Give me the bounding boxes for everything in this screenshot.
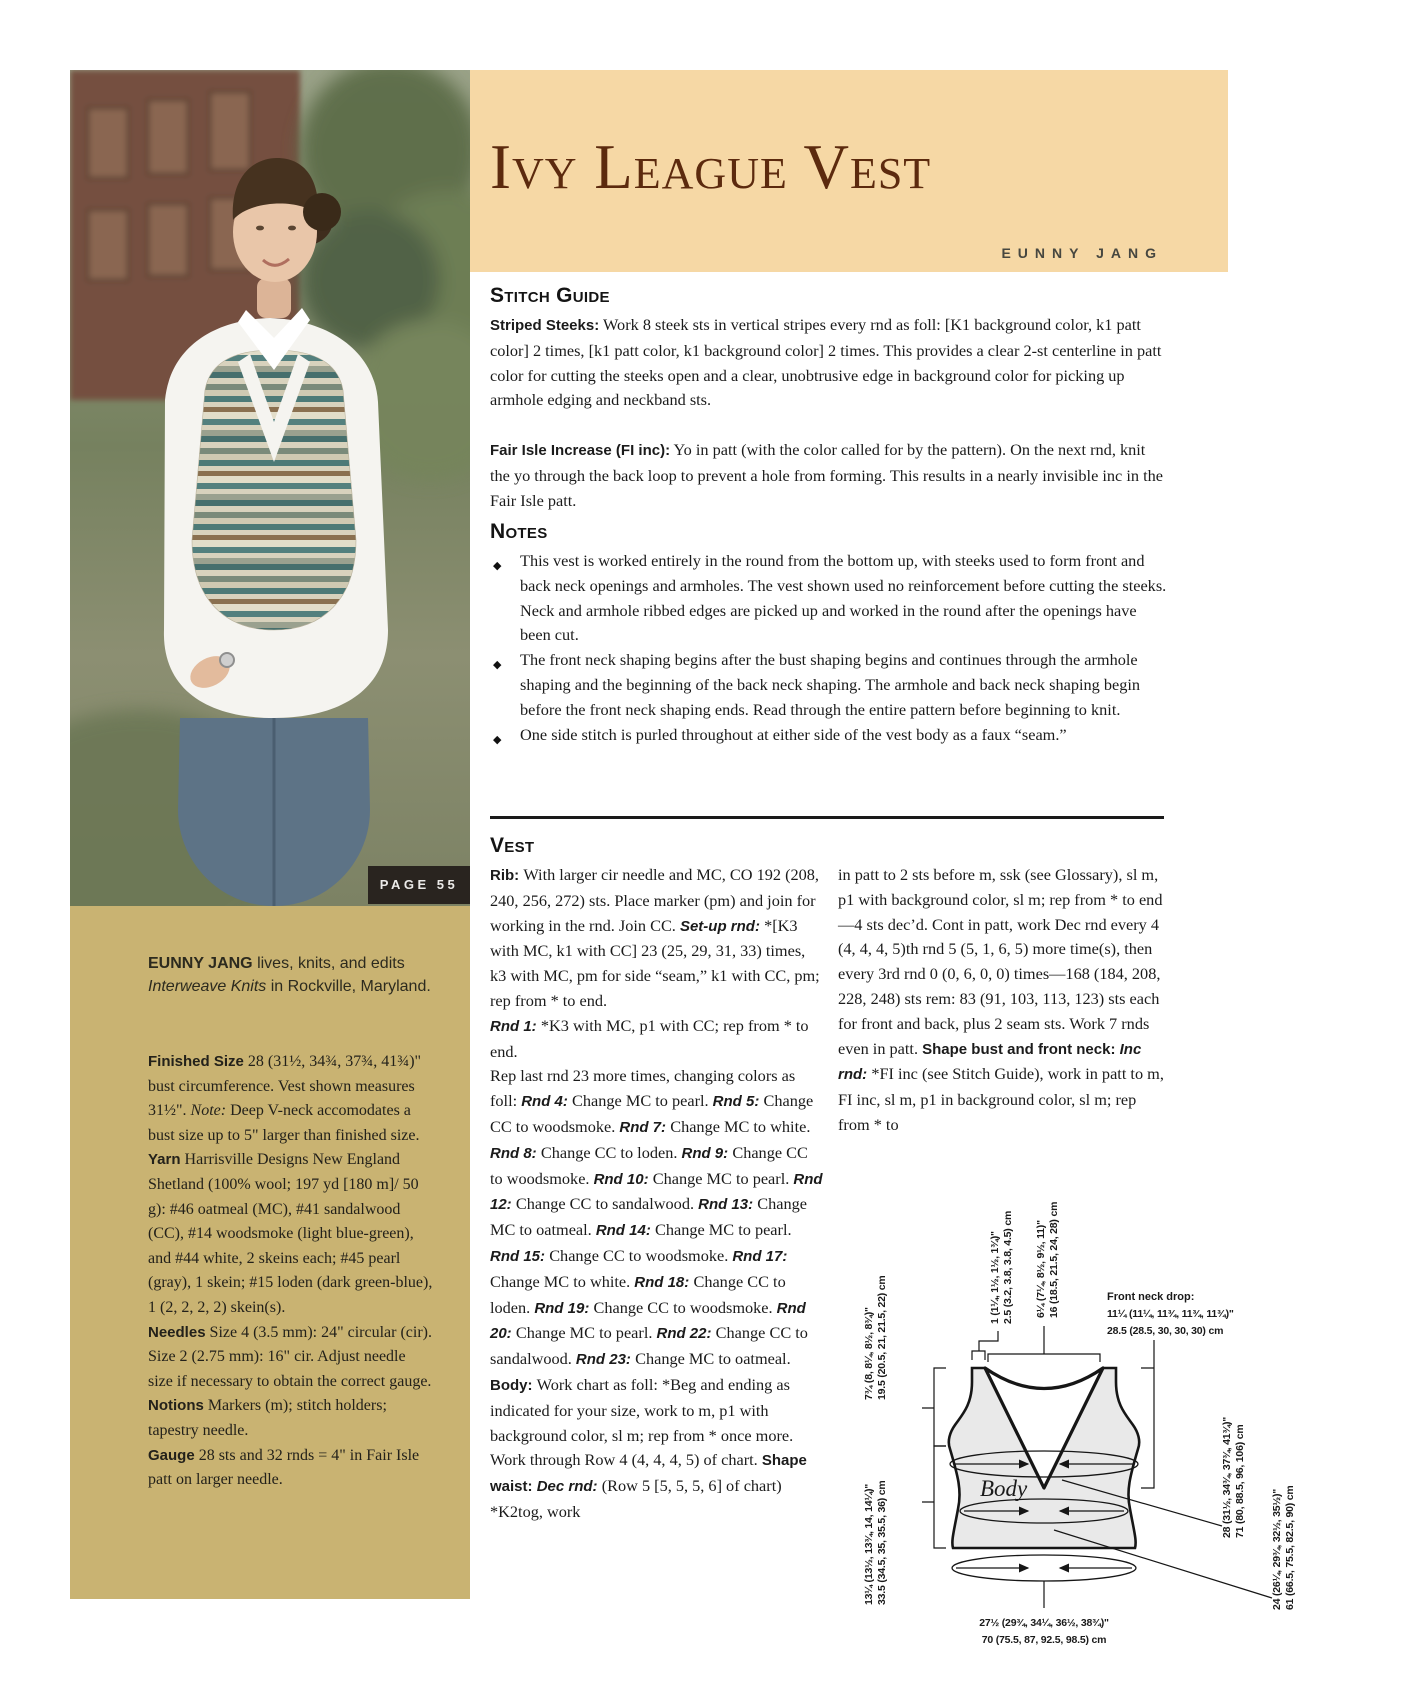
svg-text:13¼ (13½, 13¾, 14, 14¼)"33.5 (: 13¼ (13½, 13¾, 14, 14¼)"33.5 (34.5, 35, 35.5, 36) cm (863, 1480, 888, 1605)
front-neck-bracket (1141, 1340, 1154, 1488)
svg-text:28.5 (28.5, 30, 30, 30) cm: 28.5 (28.5, 30, 30, 30) cm (1107, 1325, 1224, 1337)
spec-label: Needles (148, 1323, 206, 1341)
length-dimension (863, 1480, 888, 1605)
section-divider (490, 816, 1164, 819)
pattern-paragraph: Rnd 1: *K3 with MC, p1 with CC; rep from * to end. (490, 1015, 809, 1061)
page-badge: PAGE 55 (368, 866, 470, 904)
pattern-paragraph: Rep last rnd 23 more times, changing colors as foll: Rnd 4: Change MC to pearl. Rnd 5: Change CC to woodsmoke. Rnd 7: Change MC to white. Rnd 8: Change CC to loden. Rnd 9: Change CC to woodsmoke. Rnd 10: Change MC to pearl. Rnd 12: Change CC to sandalwood. Rnd 13: Change MC to oatmeal. Rnd 14: Change MC to pearl. Rnd 15: Change CC to woodsmoke. Rnd 17: Change MC to white. Rnd 18: Change CC to loden. Rnd 19: Change CC to woodsmoke. Rnd 20: Change MC to pearl. Rnd 22: Change CC to sandalwood. Rnd 23: Change MC to oatmeal. Body: Work chart as foll: *Beg and ending as indicated for your size, work to m, p1 with background color, sl m; rep from * once more. Work through Row 4 (4, 4, 4, 5) of chart. Shape waist: Dec rnd: (Row 5 [5, 5, 5, 6] of chart) *K2tog, work (490, 1066, 823, 1522)
note-text: The front neck shaping begins after the bust shaping begins and continues through the armhole shaping and the beginning of the back neck shaping. The armhole and back neck shaping begin before the front neck shaping ends. Read through the entire pattern before beginning to knit. (520, 650, 1141, 719)
armhole-bracket (922, 1368, 946, 1446)
spec-label: Yarn (148, 1151, 181, 1169)
author-bio: EUNNY JANG lives, knits, and edits Interweave Knits in Rockville, Maryland. (148, 955, 431, 995)
body-label: Body (980, 1476, 1028, 1501)
hem-measure-ellipse (952, 1555, 1136, 1581)
stitch-guide-heading: Stitch Guide (490, 284, 610, 307)
svg-text:Front neck drop:: Front neck drop: (1107, 1291, 1195, 1303)
shoulder-bracket (972, 1331, 998, 1360)
title-banner (470, 70, 1228, 272)
note-item (490, 549, 1170, 648)
svg-text:7¾ (8, 8¼, 8½, 8¾)"19.5 (20.5,: 7¾ (8, 8¼, 8½, 8¾)"19.5 (20.5, 21, 21.5, 22) cm (863, 1275, 888, 1400)
fair-isle-vest (192, 350, 356, 630)
svg-text:27½ (29¾, 34¼, 36½, 38¾)": 27½ (29¾, 34¼, 36½, 38¾)" (979, 1617, 1109, 1629)
pattern-paragraph: in patt to 2 sts before m, ssk (see Glossary), sl m, p1 with background color, sl m; rep from * to end—4 sts dec’d. Cont in patt, work Dec rnd every 4 (4, 4, 4, 5)th rnd 5 (5, 1, 6, 5) more time(s), then every 3rd rnd 0 (0, 6, 0, 0) times—168 (184, 208, 228, 248) sts rem: 83 (91, 103, 113, 123) sts each for front and back, plus 2 seam sts. Work 7 rnds even in patt. Shape bust and front neck: Inc rnd: *FI inc (see Stitch Guide), work in patt to m, FI inc, sl m, p1 in background color, sl m; rep from * to (838, 865, 1164, 1134)
shoulder-dimension (989, 1211, 1014, 1324)
notes-heading: Notes (490, 520, 548, 543)
svg-text:70 (75.5, 87, 92.5, 98.5) cm: 70 (75.5, 87, 92.5, 98.5) cm (981, 1634, 1107, 1646)
page-title: Ivy League Vest (490, 132, 932, 202)
pattern-paragraph: Rib: With larger cir needle and MC, CO 192 (208, 240, 256, 272) sts. Place marker (pm) and join for working in the rnd. Join CC. Set-up rnd: *[K3 with MC, k1 with CC] 23 (25, 29, 31, 33) times, k3 with MC, pm for side “seam,” k1 with CC, pm; rep from * to end. (490, 865, 820, 1011)
svg-text:24 (26¼, 29¾, 32½, 35½)"61 (66: 24 (26¼, 29¾, 32½, 35½)"61 (66.5, 75.5, 82.5, 90) cm (1271, 1485, 1296, 1610)
spec-text: Markers (m); stitch holders; tapestry needle. (148, 1397, 387, 1439)
diamond-bullet-icon: ◆ (493, 560, 502, 573)
spec-text: Size 4 (3.5 mm): 24" circular (cir). Size 2 (2.75 mm): 16" cir. Adjust needle size if necessary to obtain the correct gauge. (148, 1323, 432, 1390)
spec-label: Gauge (148, 1446, 195, 1464)
spec-notions (148, 1394, 434, 1443)
entry-label: Striped Steeks: (490, 317, 600, 335)
svg-text:11¼ (11¼, 11¾, 11¾, 11¾)": 11¼ (11¼, 11¾, 11¾, 11¾)" (1107, 1308, 1234, 1320)
entry-text: Yo in patt (with the color called for by the pattern). On the next rnd, knit the yo through the back loop to prevent a hole from forming. This results in a nearly invisible inc in the Fair Isle patt. (490, 440, 1163, 510)
spec-finished-size (148, 1050, 434, 1148)
right-eye (288, 226, 296, 231)
vest-instructions-column-2 (838, 834, 1170, 1138)
spec-yarn (148, 1148, 434, 1320)
vest-heading: Vest (490, 834, 535, 857)
front-neck-drop-dimension (1107, 1291, 1234, 1337)
neck (257, 278, 291, 318)
hair-bun (303, 193, 341, 231)
left-eye (256, 226, 264, 231)
byline: EUNNY JANG (1001, 245, 1163, 261)
stitch-guide-entry (490, 313, 1166, 413)
stitch-guide-entry (490, 438, 1166, 513)
note-text: This vest is worked entirely in the round from the bottom up, with steeks used to form front and back neck openings and armholes. The vest shown used no reinforcement before cutting the steeks. Neck and armhole ribbed edges are picked up and worked in the round after the openings have been cut. (520, 551, 1167, 645)
model-photo-illustration (70, 70, 470, 906)
entry-text: Work 8 steek sts in vertical stripes every rnd as foll: [K1 background color, k1 patt color] 2 times, [k1 patt color, k1 background color] 2 times. This provides a clear 2-st centerline in patt color for cutting the steeks open and a clear, unobtrusive edge in background color for picking up armhole edging and neckband sts. (490, 315, 1162, 410)
back-neck-bracket (988, 1326, 1100, 1362)
stitch-guide-section (490, 284, 1166, 514)
armhole-dimension (863, 1275, 888, 1400)
svg-text:6¼ (7¼, 8½, 9½, 11)"16 (18.5,: 6¼ (7¼, 8½, 9½, 11)"16 (18.5, 21.5, 24, 28) cm (1035, 1201, 1060, 1318)
waist-leader-line (1054, 1530, 1272, 1598)
svg-text:1 (1¼, 1½, 1½, 1¾)"2.5 (3.2, 3: 1 (1¼, 1½, 1½, 1¾)"2.5 (3.2, 3.8, 3.8, 4.5) cm (989, 1210, 1014, 1324)
spec-label: Notions (148, 1397, 204, 1415)
diamond-bullet-icon: ◆ (493, 733, 502, 746)
bust-dimension (1221, 1417, 1246, 1538)
spec-text: Harrisville Designs New England Shetland (100% wool; 197 yd [180 m]/ 50 g): #46 oatmeal (MC), #41 sandalwood (CC), #14 woodsmoke (light blue-green), and #44 white, 2 skeins each; #45 pearl (gray), 1 skein; #15 loden (dark green-blue), 1 (2, 2, 2, 2) skein(s). (148, 1151, 433, 1316)
length-bracket (922, 1446, 946, 1548)
pattern-specs (148, 1050, 434, 1493)
vest-instructions-column-1 (490, 834, 823, 1525)
model-photo (70, 70, 470, 906)
spec-label: Finished Size (148, 1053, 244, 1070)
spec-text: 28 (31½, 34¾, 37¾, 41¾)" bust circumference. Vest shown measures 31½". Note: Deep V-neck accomodates a bust size up to 5" larger than finished size. (148, 1053, 422, 1144)
back-neck-dimension (1035, 1202, 1060, 1318)
pattern-info-sidebar (70, 906, 470, 1599)
note-item (490, 648, 1170, 722)
waist-dimension (1271, 1485, 1296, 1610)
vest-schematic (822, 1110, 1322, 1680)
spec-text: 28 sts and 32 rnds = 4" in Fair Isle patt on larger needle. (148, 1446, 420, 1489)
hem-dimension (979, 1617, 1109, 1646)
note-item (490, 723, 1170, 748)
svg-text:28 (31½, 34¾, 37¾, 41¾)"71 (80: 28 (31½, 34¾, 37¾, 41¾)"71 (80, 88.5, 96, 106) cm (1221, 1416, 1246, 1538)
diamond-bullet-icon: ◆ (493, 659, 502, 672)
wristwatch (220, 653, 234, 667)
entry-label: Fair Isle Increase (FI inc): (490, 442, 671, 460)
notes-section (490, 520, 1170, 747)
spec-needles (148, 1321, 434, 1395)
spec-gauge (148, 1444, 434, 1493)
note-text: One side stitch is purled throughout at either side of the vest body as a faux “seam.” (520, 724, 1067, 744)
